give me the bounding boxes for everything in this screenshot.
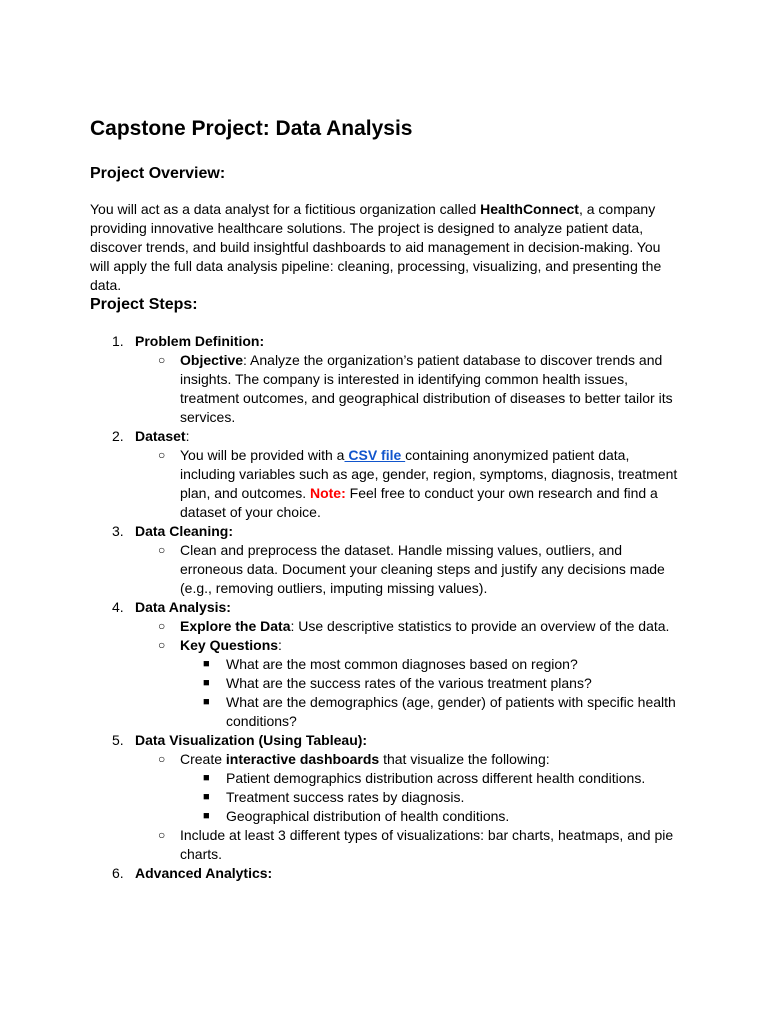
step-title: Problem Definition:	[135, 333, 265, 349]
step-detail	[90, 617, 678, 636]
visualization-text: Patient demographics distribution across different health conditions.	[226, 770, 646, 786]
question-text: What are the most common diagnoses based on region?	[226, 656, 578, 672]
question-item	[90, 693, 678, 731]
step-item	[90, 522, 678, 541]
overview-text-1: You will act as a data analyst for a fictitious organization called	[90, 201, 481, 217]
square-bullet-icon: ■	[203, 658, 210, 670]
detail-label: Key Questions	[180, 637, 279, 653]
visualization-item	[90, 769, 678, 788]
visualization-item	[90, 807, 678, 826]
step-item	[90, 427, 678, 446]
section-heading-steps: Project Steps:	[90, 296, 198, 313]
step-title: Dataset	[135, 428, 186, 444]
detail-text: Feel free to conduct your own research and find a dataset of your choice.	[180, 485, 658, 520]
overview-paragraph	[90, 200, 678, 295]
step-number: 6.	[112, 865, 124, 881]
detail-text: : Analyze the organization’s patient database to discover trends and insights. The company is interested in identifying common health issues, treatment outcomes, and geographical distribution of diseases to better tailor its services.	[180, 352, 673, 425]
detail-text: containing anonymized patient data, including variables such as age, gender, region, symptoms, diagnosis, treatment plan, and outcomes.	[180, 447, 678, 501]
section-heading-overview: Project Overview:	[90, 165, 226, 182]
step-detail	[90, 446, 678, 522]
step-title: Data Cleaning:	[135, 523, 234, 539]
page-title: Capstone Project: Data Analysis	[90, 117, 413, 140]
question-text: What are the demographics (age, gender) of patients with specific health conditions?	[226, 694, 676, 729]
step-detail	[90, 826, 678, 864]
question-item	[90, 674, 678, 693]
hollow-bullet-icon: ○	[158, 619, 166, 633]
step-item	[90, 598, 678, 617]
step-detail	[90, 541, 678, 598]
square-bullet-icon: ■	[203, 791, 210, 803]
visualization-text: Geographical distribution of health conditions.	[226, 808, 510, 824]
step-title: Data Analysis:	[135, 599, 231, 615]
visualization-item	[90, 788, 678, 807]
detail-text: Clean and preprocess the dataset. Handle missing values, outliers, and erroneous data. Document your cleaning steps and justify any decisions made (e.g., removing outliers, imputing missing values).	[180, 542, 665, 596]
step-number: 5.	[112, 732, 124, 748]
visualization-text: Treatment success rates by diagnosis.	[226, 789, 465, 805]
step-detail	[90, 750, 678, 769]
step-detail	[90, 636, 678, 655]
step-item	[90, 332, 678, 351]
hollow-bullet-icon: ○	[158, 638, 166, 652]
hollow-bullet-icon: ○	[158, 828, 166, 842]
step-detail	[90, 351, 678, 427]
hollow-bullet-icon: ○	[158, 448, 166, 462]
detail-text: that visualize the following:	[379, 751, 550, 767]
step-title: Advanced Analytics:	[135, 865, 273, 881]
detail-label: interactive dashboards	[225, 751, 380, 767]
csv-file-link[interactable]: CSV file	[344, 447, 406, 463]
square-bullet-icon: ■	[203, 772, 210, 784]
hollow-bullet-icon: ○	[158, 353, 166, 367]
project-steps-list	[90, 332, 678, 883]
step-title-suffix: :	[185, 428, 190, 444]
detail-text: Create	[180, 751, 226, 767]
detail-label: Explore the Data	[180, 618, 291, 634]
note-label: Note:	[309, 485, 346, 501]
step-title: Data Visualization (Using Tableau):	[135, 732, 368, 748]
square-bullet-icon: ■	[203, 696, 210, 708]
question-item	[90, 655, 678, 674]
step-item	[90, 864, 678, 883]
detail-text: Include at least 3 different types of visualizations: bar charts, heatmaps, and pie charts.	[180, 827, 674, 862]
step-number: 2.	[112, 428, 124, 444]
hollow-bullet-icon: ○	[158, 752, 166, 766]
question-text: What are the success rates of the various treatment plans?	[226, 675, 592, 691]
detail-text: :	[278, 637, 282, 653]
step-item	[90, 731, 678, 750]
square-bullet-icon: ■	[203, 677, 210, 689]
square-bullet-icon: ■	[203, 810, 210, 822]
step-number: 1.	[112, 333, 124, 349]
hollow-bullet-icon: ○	[158, 543, 166, 557]
organization-name: HealthConnect	[480, 201, 579, 217]
detail-text: : Use descriptive statistics to provide an overview of the data.	[290, 618, 670, 634]
detail-label: Objective	[180, 352, 244, 368]
step-number: 3.	[112, 523, 124, 539]
overview-text-2: , a company providing innovative healthcare solutions. The project is designed to analyze patient data, discover trends, and build insightful dashboards to aid management in decision-making. You will apply the full data analysis pipeline: cleaning, processing, visualizing, and presenting the data.	[90, 201, 662, 293]
detail-text: You will be provided with a	[180, 447, 345, 463]
step-number: 4.	[112, 599, 124, 615]
